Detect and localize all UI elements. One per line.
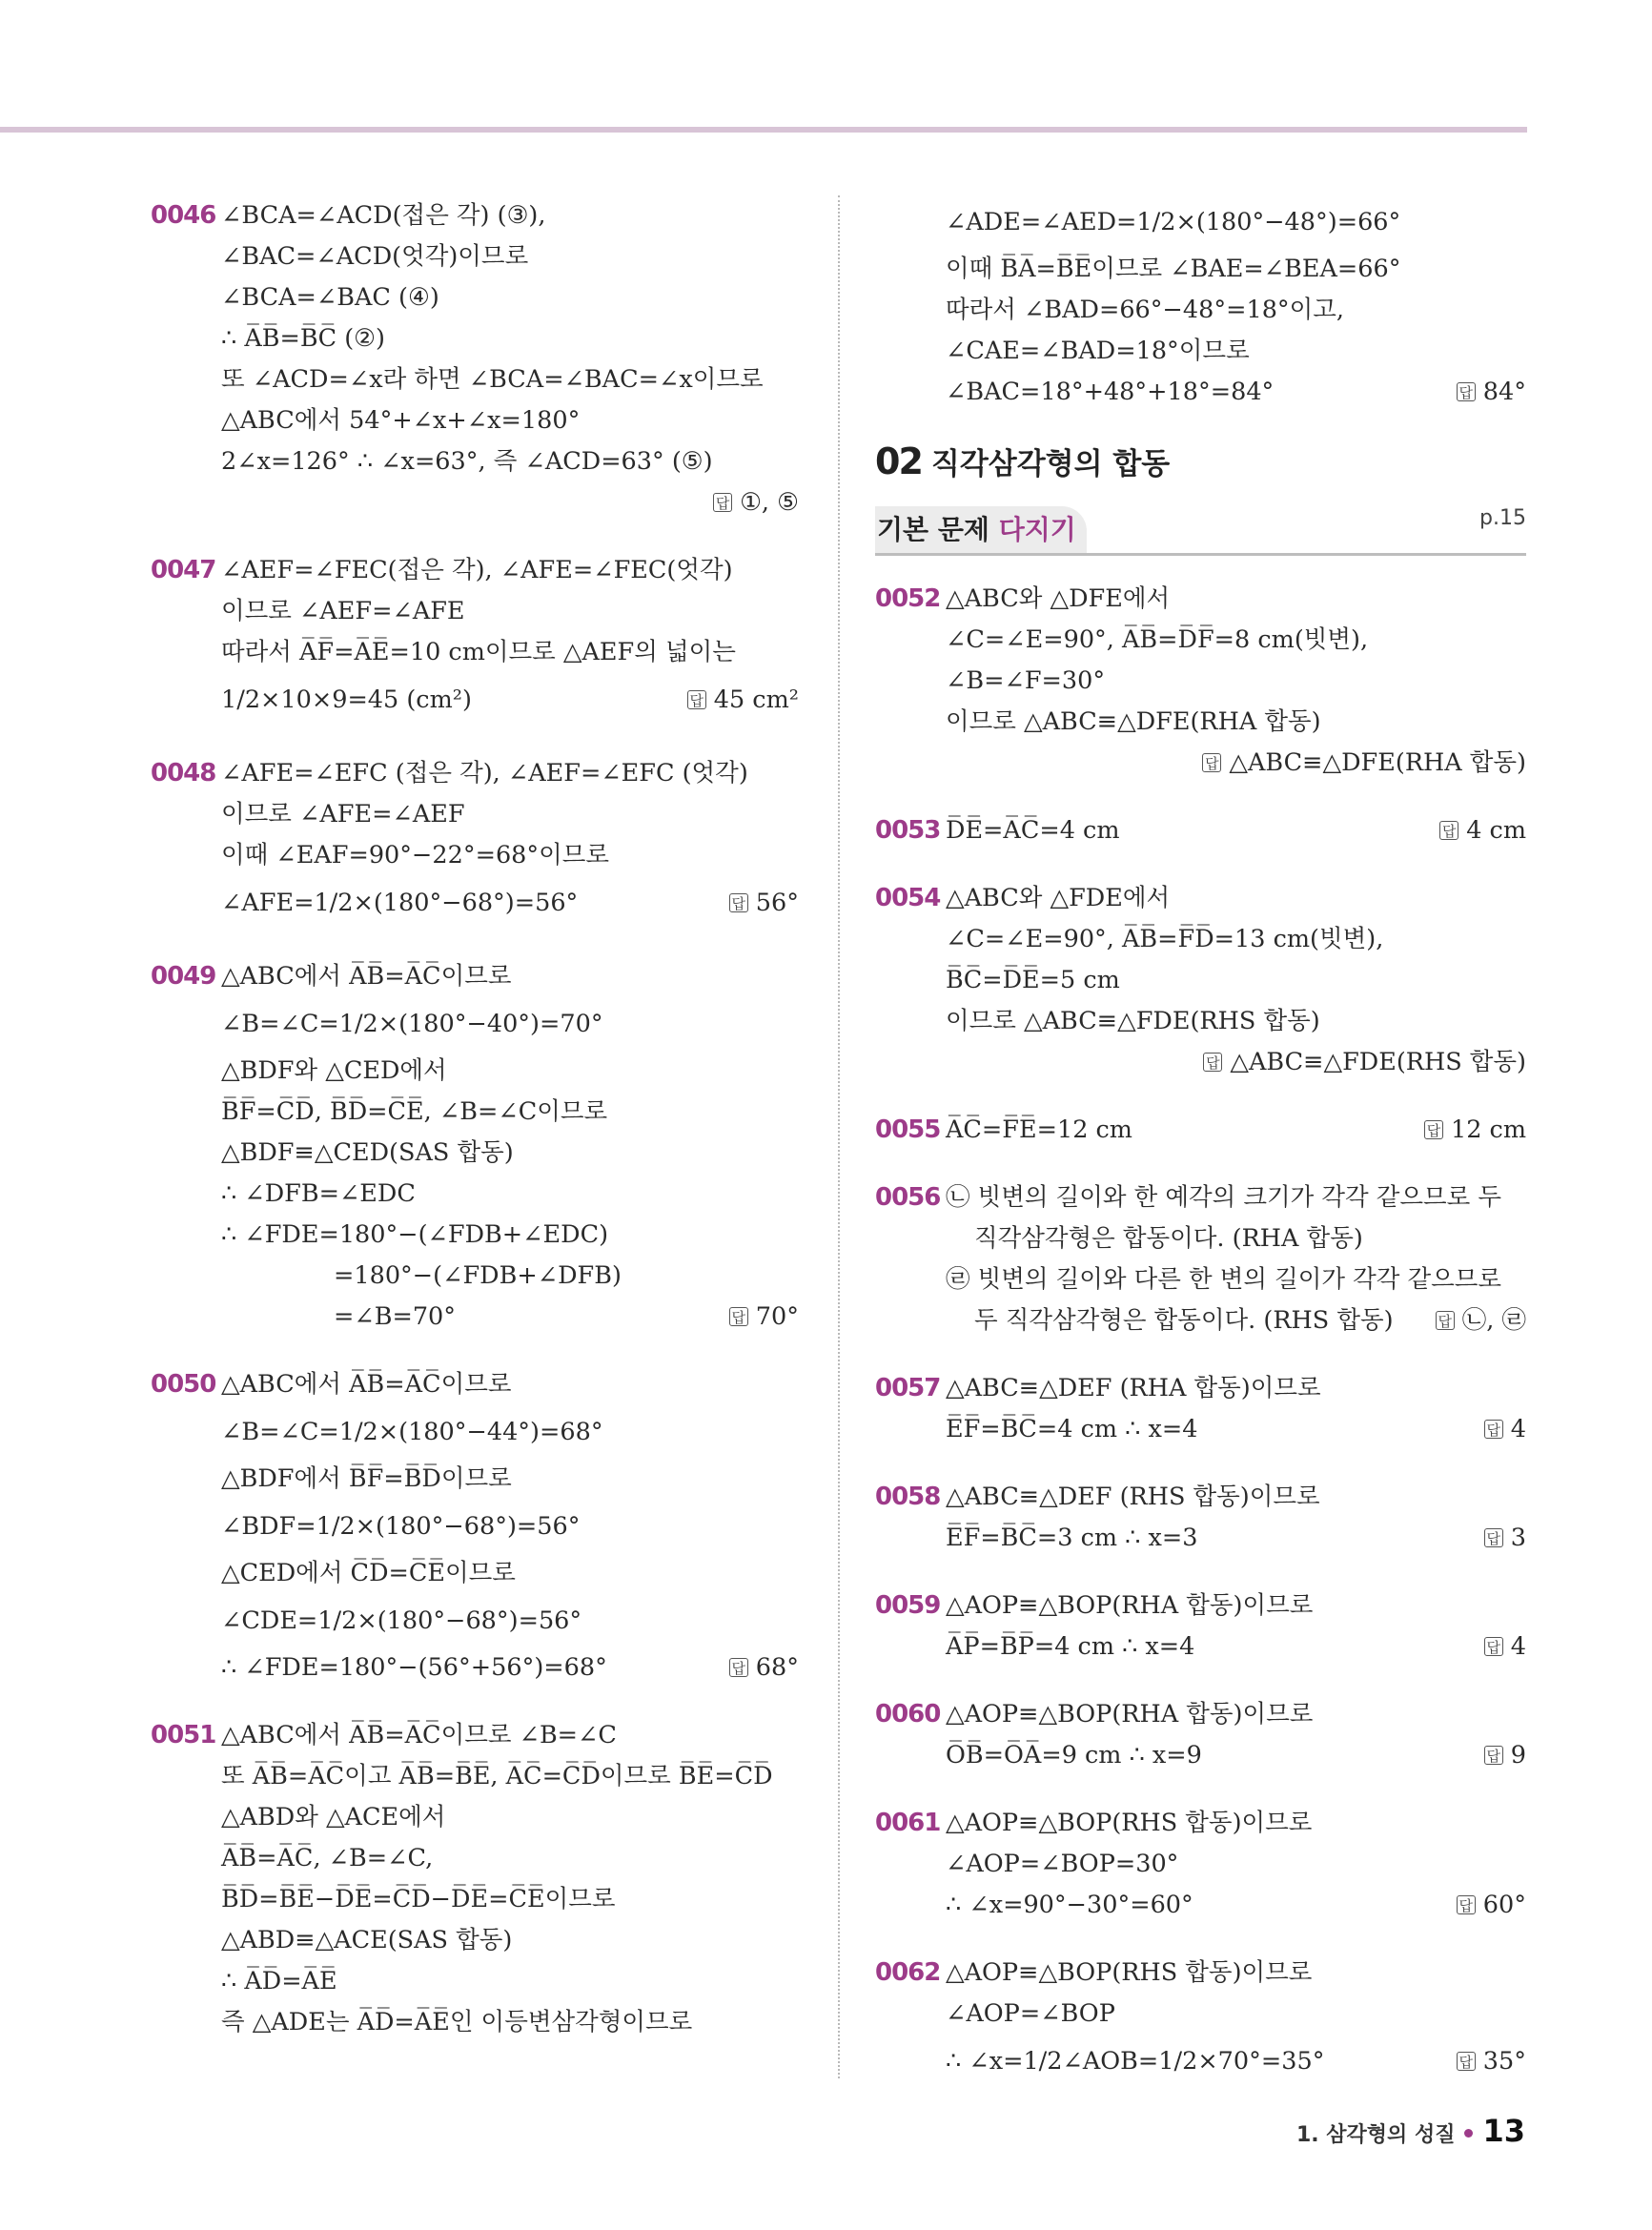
problem-number: 0056 [875, 1183, 941, 1212]
answer-mark-icon: 답 [1436, 1311, 1455, 1330]
solution-line: ∠BAC=∠ACD(엇각)이므로 [221, 242, 529, 271]
solution-line: ∠BCA=∠BAC (④) [221, 283, 439, 312]
page-footer [1296, 2113, 1525, 2149]
answer-value: 4 cm [1466, 816, 1526, 845]
answer [946, 743, 1526, 784]
solution-line: ∠C=∠E=90°, A̅B̅=F̅D̅=13 cm(빗변), [946, 925, 1384, 953]
answer-mark-icon: 답 [729, 1307, 748, 1326]
solution-line: △AOP≡△BOP(RHS 합동)이므로 [946, 1809, 1313, 1837]
solution-text: D̅E̅=A̅C̅=4 cm [946, 816, 1120, 845]
problem-0050 [151, 1364, 799, 1688]
problem-number: 0055 [875, 1115, 941, 1144]
solution-line: 또 A̅B̅=A̅C̅이고 A̅B̅=B̅E̅, A̅C̅=C̅D̅이므로 B̅E̅=C̅D̅ [221, 1762, 773, 1790]
solution-line: △BDF와 △CED에서 [221, 1056, 447, 1085]
answer-value: 4 [1510, 1415, 1526, 1443]
answer [1457, 1885, 1526, 1926]
answer [1484, 1735, 1526, 1776]
solution-line [946, 1626, 1526, 1667]
solution-line: △ABC≡△DEF (RHA 합동)이므로 [946, 1374, 1321, 1402]
solution-line: A̅B̅=A̅C̅, ∠B=∠C, [221, 1844, 434, 1872]
answer-mark-icon: 답 [1484, 1637, 1503, 1656]
answer [1484, 1409, 1526, 1450]
subsection-header [875, 506, 1526, 562]
solution-line: ∠AOP=∠BOP=30° [946, 1850, 1179, 1878]
answer-value: 45 cm² [713, 685, 799, 714]
problem-0062 [875, 1953, 1526, 2088]
answer-value: 70° [755, 1302, 799, 1331]
solution-line: 이므로 △ABC≡△DFE(RHA 합동) [946, 707, 1321, 736]
problem-0057 [875, 1368, 1526, 1450]
answer-mark-icon: 답 [687, 690, 706, 709]
answer [729, 876, 799, 930]
solution-line: ㉡ 빗변의 길이와 한 예각의 크기가 각각 같으므로 두 직각삼각형은 합동이다. (RHA 합동) [946, 1183, 1502, 1253]
column-divider [838, 195, 840, 2078]
answer [221, 482, 799, 523]
section-heading: 직각삼각형의 합동 [930, 447, 1171, 481]
solution-line: △ABC에서 A̅B̅=A̅C̅이므로 [221, 962, 512, 991]
solution-line: ∠BDF=1/2×(180°−68°)=56° [221, 1512, 581, 1541]
answer [687, 673, 799, 726]
chapter-label: 1. 삼각형의 성질 [1295, 2123, 1456, 2147]
solution-line [946, 2035, 1526, 2088]
solution-line: △AOP≡△BOP(RHA 합동)이므로 [946, 1700, 1314, 1729]
solution-line: ∠BCA=∠ACD(접은 각) (③), [221, 201, 546, 230]
problem-0058 [875, 1477, 1526, 1559]
solution-line: △AOP≡△BOP(RHS 합동)이므로 [946, 1958, 1313, 1987]
answer [1484, 1626, 1526, 1667]
solution-text: =∠B=70° [334, 1302, 457, 1331]
answer-mark-icon: 답 [713, 493, 732, 512]
top-decorative-bar [0, 127, 1527, 133]
solution-text: 1/2×10×9=45 (cm²) [221, 685, 472, 714]
page-reference: p.15 [1479, 506, 1526, 530]
solution-line: △AOP≡△BOP(RHA 합동)이므로 [946, 1591, 1314, 1620]
problem-number: 0046 [151, 201, 216, 230]
subsection-tab [875, 506, 1087, 554]
answer [1457, 2035, 1526, 2088]
problem-0052 [875, 579, 1526, 784]
solution-line: ∠B=∠C=1/2×(180°−40°)=70° [221, 1010, 603, 1038]
right-column [875, 195, 1526, 2115]
solution-line [946, 810, 1526, 851]
solution-line [221, 673, 799, 726]
solution-line [221, 1297, 799, 1338]
solution-line: ∠C=∠E=90°, A̅B̅=D̅F̅=8 cm(빗변), [946, 625, 1369, 654]
problem-number: 0049 [151, 962, 216, 991]
problem-0046 [151, 195, 799, 523]
problem-0049 [151, 956, 799, 1338]
answer-mark-icon: 답 [1202, 753, 1221, 772]
subsection-rule [875, 553, 1526, 556]
answer-mark-icon: 답 [729, 1658, 748, 1677]
solution-line: △CED에서 C̅D̅=C̅E̅이므로 [221, 1559, 516, 1587]
answer-value: △ABC≡△FDE(RHS 합동) [1230, 1048, 1526, 1076]
solution-line [946, 1885, 1526, 1926]
solution-line: ∴ ∠FDE=180°−(∠FDB+∠EDC) [221, 1220, 609, 1249]
solution-line: △ABC와 △DFE에서 [946, 584, 1171, 613]
answer-mark-icon: 답 [1484, 1528, 1503, 1547]
solution-line: △ABC에서 A̅B̅=A̅C̅이므로 ∠B=∠C [221, 1721, 617, 1749]
answer-value: 35° [1482, 2047, 1526, 2076]
problem-0051 [151, 1715, 799, 2043]
problem-number: 0047 [151, 556, 216, 584]
answer-mark-icon: 답 [1484, 1420, 1503, 1439]
solution-line: 따라서 A̅F̅=A̅E̅=10 cm이므로 △AEF의 넓이는 [221, 638, 736, 666]
solution-line [221, 1647, 799, 1688]
answer-value: ㉡, ㉣ [1461, 1306, 1526, 1335]
answer-value: 9 [1510, 1741, 1526, 1770]
solution-line: ∴ A̅B̅=B̅C̅ (②) [221, 324, 385, 353]
solution-line: ∠AFE=∠EFC (접은 각), ∠AEF=∠EFC (엇각) [221, 759, 748, 788]
section-number: 02 [875, 440, 922, 482]
problem-number: 0048 [151, 759, 216, 788]
problem-0054 [875, 878, 1526, 1083]
problem-number: 0054 [875, 884, 941, 912]
answer [1439, 810, 1526, 851]
solution-line: ∴ ∠DFB=∠EDC [221, 1179, 416, 1208]
solution-line: △ABD와 △ACE에서 [221, 1803, 446, 1831]
problem-0060 [875, 1694, 1526, 1776]
solution-line: △ABC에서 54°+∠x+∠x=180° [221, 406, 581, 435]
answer-mark-icon: 답 [1457, 1895, 1476, 1914]
answer-value: 60° [1482, 1891, 1526, 1919]
problem-number: 0058 [875, 1483, 941, 1511]
problem-number: 0050 [151, 1370, 216, 1399]
problem-number: 0059 [875, 1591, 941, 1620]
solution-line: B̅C̅=D̅E̅=5 cm [946, 966, 1120, 994]
subsection-label-accent: 다지기 [998, 514, 1076, 545]
solution-line: △ABC와 △FDE에서 [946, 884, 1171, 912]
solution-text: ∠AFE=1/2×(180°−68°)=56° [221, 889, 579, 917]
problem-0059 [875, 1586, 1526, 1667]
solution-line: 이때 ∠EAF=90°−22°=68°이므로 [221, 841, 610, 869]
answer [1424, 1110, 1526, 1151]
problem-number: 0057 [875, 1374, 941, 1402]
solution-line: 따라서 ∠BAD=66°−48°=18°이고, [946, 296, 1345, 324]
page-number: 13 [1482, 2113, 1525, 2149]
solution-line: △ABC에서 A̅B̅=A̅C̅이므로 [221, 1370, 512, 1399]
solution-line [946, 1110, 1526, 1151]
answer-value: △ABC≡△DFE(RHA 합동) [1229, 748, 1526, 777]
problem-0048 [151, 753, 799, 930]
solution-line [221, 876, 799, 930]
answer [946, 1042, 1526, 1083]
solution-text: ∴ ∠x=1/2∠AOB=1/2×70°=35° [946, 2047, 1325, 2076]
answer [729, 1647, 799, 1688]
problem-number: 0060 [875, 1700, 941, 1729]
solution-line: △BDF≡△CED(SAS 합동) [221, 1138, 514, 1167]
answer-mark-icon: 답 [1484, 1746, 1503, 1765]
answer [1484, 1518, 1526, 1559]
solution-line [946, 1518, 1526, 1559]
solution-line: ㉣ 빗변의 길이와 다른 한 변의 길이가 각각 같으므로 두 직각삼각형은 합동이다. (RHS 합동) [946, 1265, 1502, 1335]
problem-number: 0053 [875, 816, 941, 845]
answer-value: 12 cm [1450, 1115, 1526, 1144]
answer-value: 84° [1482, 378, 1526, 406]
problem-0053 [875, 810, 1526, 851]
solution-line: 즉 △ADE는 A̅D̅=A̅E̅인 이등변삼각형이므로 [221, 2008, 693, 2036]
solution-line: B̅F̅=C̅D̅, B̅D̅=C̅E̅, ∠B=∠C이므로 [221, 1097, 608, 1126]
solution-line: 2∠x=126° ∴ ∠x=63°, 즉 ∠ACD=63° (⑤) [221, 447, 713, 476]
section-title [875, 440, 1526, 497]
solution-line: 또 ∠ACD=∠x라 하면 ∠BCA=∠BAC=∠x이므로 [221, 365, 764, 394]
solution-text: ∴ ∠x=90°−30°=60° [946, 1891, 1193, 1919]
solution-line: 이므로 △ABC≡△FDE(RHS 합동) [946, 1007, 1320, 1035]
solution-line: ∠CDE=1/2×(180°−68°)=56° [221, 1606, 582, 1635]
solution-text: ∴ ∠FDE=180°−(56°+56°)=68° [221, 1653, 607, 1682]
solution-line [946, 1409, 1526, 1450]
solution-line: ∠AEF=∠FEC(접은 각), ∠AFE=∠FEC(엇각) [221, 556, 733, 584]
solution-text: ∠BAC=18°+48°+18°=84° [946, 378, 1275, 406]
bullet-icon [1464, 2129, 1473, 2138]
solution-line [946, 372, 1526, 413]
left-column [151, 195, 799, 2070]
solution-line: ∴ A̅D̅=A̅E̅ [221, 1967, 337, 1995]
answer-value: 3 [1510, 1524, 1526, 1552]
problem-0051-continued [875, 195, 1526, 413]
answer [1457, 372, 1526, 413]
answer-mark-icon: 답 [729, 893, 748, 912]
problem-number: 0062 [875, 1958, 941, 1987]
problem-number: 0061 [875, 1809, 941, 1837]
solution-text: A̅P̅=B̅P̅=4 cm ∴ x=4 [946, 1632, 1195, 1661]
solution-text: E̅F̅=B̅C̅=3 cm ∴ x=3 [946, 1524, 1198, 1552]
problem-number: 0051 [151, 1721, 216, 1749]
solution-text: E̅F̅=B̅C̅=4 cm ∴ x=4 [946, 1415, 1198, 1443]
problem-0061 [875, 1803, 1526, 1926]
answer-mark-icon: 답 [1424, 1120, 1443, 1139]
solution-line: =180°−(∠FDB+∠DFB) [334, 1261, 622, 1290]
subsection-label: 기본 문제 [877, 514, 989, 545]
solution-line: △BDF에서 B̅F̅=B̅D̅이므로 [221, 1464, 512, 1493]
solution-text: A̅C̅=F̅E̅=12 cm [946, 1115, 1132, 1144]
solution-line: 이때 B̅A̅=B̅E̅이므로 ∠BAE=∠BEA=66° [946, 255, 1401, 283]
answer-value: ①, ⑤ [740, 488, 799, 517]
answer-mark-icon: 답 [1203, 1053, 1222, 1072]
problem-0047 [151, 550, 799, 726]
solution-text: O̅B̅=O̅A̅=9 cm ∴ x=9 [946, 1741, 1202, 1770]
answer-mark-icon: 답 [1457, 382, 1476, 401]
solution-line: ∠ADE=∠AED=1/2×(180°−48°)=66° [946, 208, 1401, 236]
problem-0056 [875, 1177, 1526, 1341]
solution-line: △ABC≡△DEF (RHS 합동)이므로 [946, 1483, 1320, 1511]
answer-mark-icon: 답 [1439, 821, 1458, 840]
answer-value: 68° [755, 1653, 799, 1682]
solution-line: ∠B=∠F=30° [946, 666, 1106, 695]
solution-line: B̅D̅=B̅E̅−D̅E̅=C̅D̅−D̅E̅=C̅E̅이므로 [221, 1885, 616, 1913]
problem-0055 [875, 1110, 1526, 1151]
solution-line: △ABD≡△ACE(SAS 합동) [221, 1926, 513, 1954]
solution-line: 이므로 ∠AEF=∠AFE [221, 597, 465, 625]
answer-value: 4 [1510, 1632, 1526, 1661]
answer [729, 1297, 799, 1338]
solution-line: 이므로 ∠AFE=∠AEF [221, 800, 465, 829]
solution-line [946, 1735, 1526, 1776]
solution-line: ∠AOP=∠BOP [946, 1999, 1115, 2028]
solution-line: ∠CAE=∠BAD=18°이므로 [946, 337, 1250, 365]
answer-value: 56° [755, 889, 799, 917]
problem-number: 0052 [875, 584, 941, 613]
solution-line: ∠B=∠C=1/2×(180°−44°)=68° [221, 1418, 603, 1446]
answer-mark-icon: 답 [1457, 2052, 1476, 2071]
